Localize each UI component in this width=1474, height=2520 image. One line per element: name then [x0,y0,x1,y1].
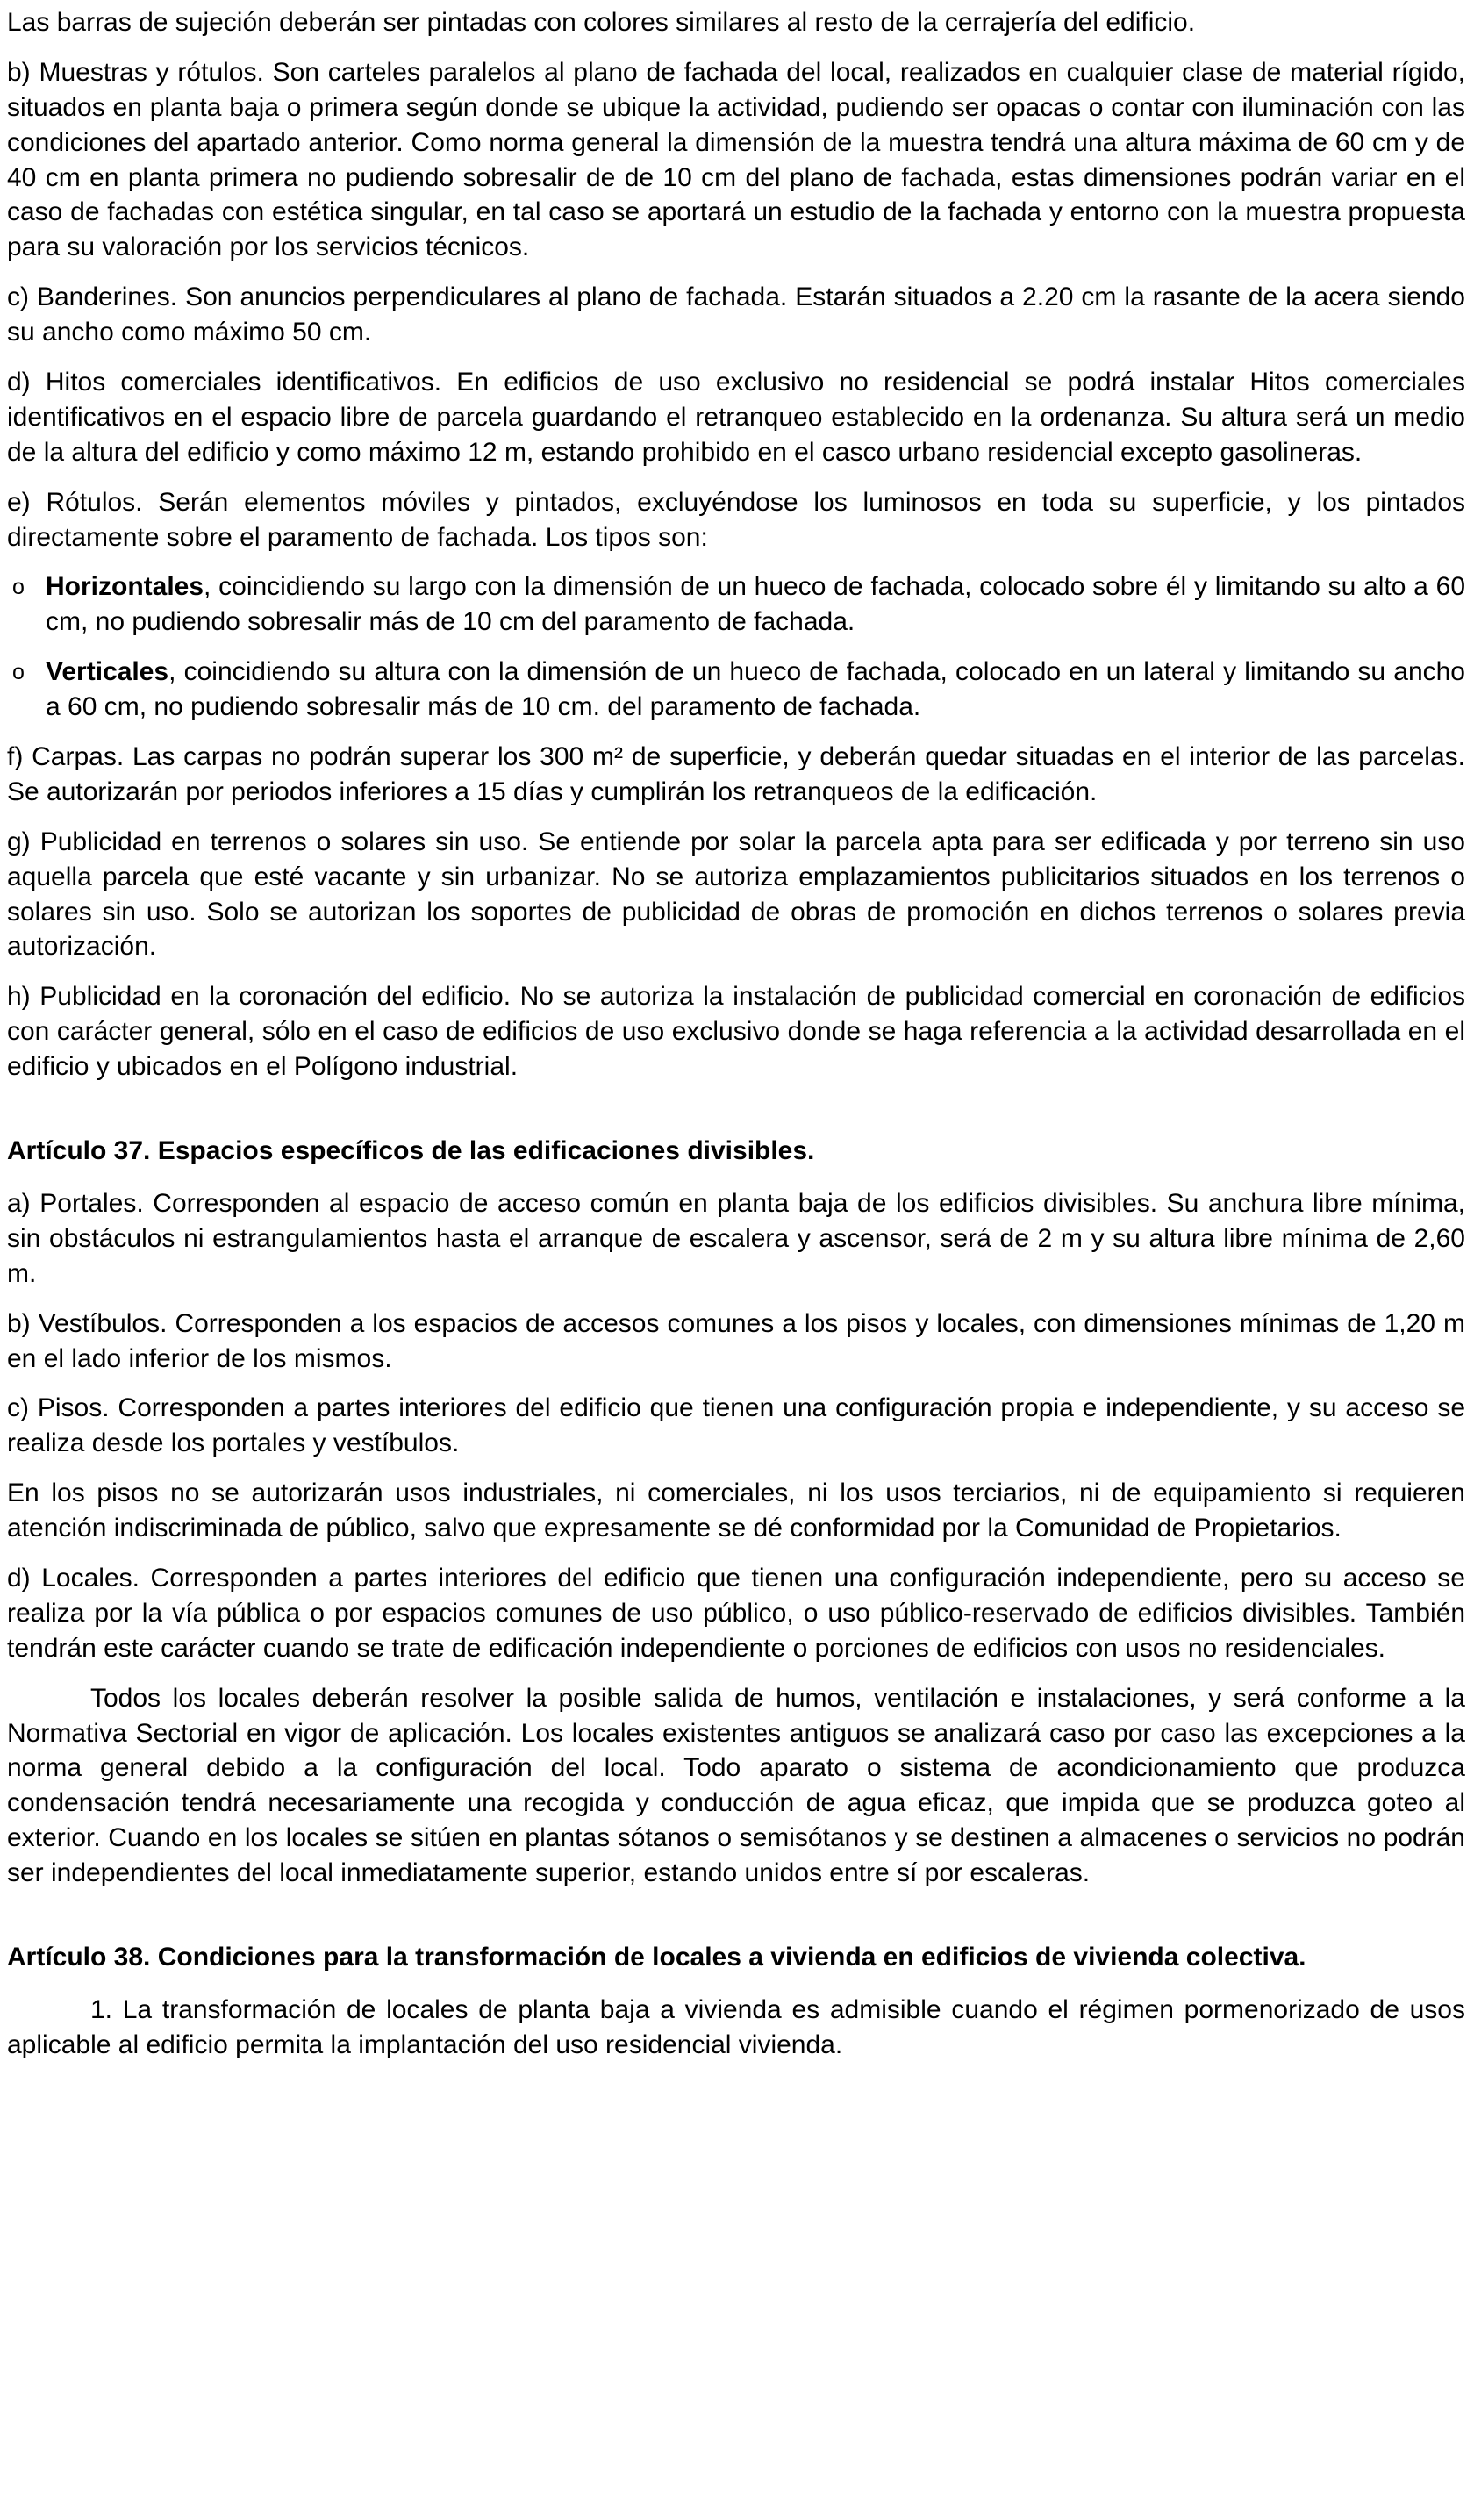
paragraph-item-f-carpas: f) Carpas. Las carpas no podrán superar los 300 m² de superficie, y deberán quedar situadas en el interior de las parcelas. Se autorizarán por periodos inferiores a 15 días y cumplirán los retranqueos de la edificación. [7,742,1465,806]
paragraph-locales-condiciones: Todos los locales deberán resolver la posible salida de humos, ventilación e instalaciones, y será conforme a la Normativa Sectorial en vigor de aplicación. Los locales existentes antiguos se analizará caso por caso las excepciones a la norma general debido a la configuración del local. Todo aparato o sistema de acondicionamiento que produzca condensación tendrá necesariamente una recogida y conducción de agua eficaz, que impida que se produzca goteo al exterior. Cuando en los locales se sitúen en plantas sótanos o semisótanos y se destinen a almacenes o servicios no podrán ser independientes del local inmediatamente superior, estando unidos entre sí por escaleras. [7,1683,1465,1888]
bullet-lead: Verticales [46,657,169,687]
paragraph-pisos-usos: En los pisos no se autorizarán usos industriales, ni comerciales, ni los usos terciarios, ni de equipamiento si requieren atención indiscriminada de público, salvo que expresamente se dé conformidad por la Comunidad de Propietarios. [7,1478,1465,1543]
paragraph-item-d-locales: d) Locales. Corresponden a partes interiores del edificio que tienen una configuración independiente, pero su acceso se realiza por la vía pública o por espacios comunes de uso público, o uso público-reservado de edificios divisibles. También tendrán este carácter cuando se trate de edificación independiente o porciones de edificios con usos no residenciales. [7,1563,1465,1663]
bullet-text [46,569,1465,640]
paragraph-item-c-pisos: c) Pisos. Corresponden a partes interiores del edificio que tienen una configuración propia e independiente, y su acceso se realiza desde los portales y vestíbulos. [7,1393,1465,1458]
bullet-marker: o [12,575,25,600]
paragraph-item-c-banderines: c) Banderines. Son anuncios perpendiculares al plano de fachada. Estarán situados a 2.20 cm la rasante de la acera siendo su ancho como máximo 50 cm. [7,283,1465,347]
list-item-verticales [7,655,1465,725]
bullet-marker: o [12,660,25,685]
bullet-body: , coincidiendo su largo con la dimensión de un hueco de fachada, colocado sobre él y limitando su alto a 60 cm, no pudiendo sobresalir más de 10 cm del paramento de fachada. [46,572,1465,637]
paragraph-item-g-publicidad-terrenos: g) Publicidad en terrenos o solares sin uso. Se entiende por solar la parcela apta para ser edificada y por terreno sin uso aquella parcela que esté vacante y sin urbanizar. No se autoriza emplazamientos publicitarios situados en los terrenos o solares sin uso. Solo se autorizan los soportes de publicidad de obras de promoción en dichos terrenos o solares previa autorización. [7,827,1465,962]
paragraph-item-b-vestibulos: b) Vestíbulos. Corresponden a los espacios de accesos comunes a los pisos y locales, con dimensiones mínimas de 1,20 m en el lado inferior de los mismos. [7,1308,1465,1373]
paragraph-item-a-portales: a) Portales. Corresponden al espacio de acceso común en planta baja de los edificios divisibles. Su anchura libre mínima, sin obstáculos ni estrangulamientos hasta el arranque de escalera y ascensor, será de 2 m y su altura libre mínima de 2,60 m. [7,1188,1465,1288]
list-item-horizontales [7,569,1465,640]
article-38-heading: Artículo 38. Condiciones para la transformación de locales a vivienda en edificios de vivienda colectiva. [7,1942,1306,1972]
bullet-body: , coincidiendo su altura con la dimensión de un hueco de fachada, colocado en un lateral y limitando su ancho a 60 cm, no pudiendo sobresalir más de 10 cm. del paramento de fachada. [46,657,1465,722]
paragraph-item-b-muestras: b) Muestras y rótulos. Son carteles paralelos al plano de fachada del local, realizados en cualquier clase de material rígido, situados en planta baja o primera según donde se ubique la actividad, pudiendo ser opacas o contar con iluminación con las condiciones del apartado anterior. Como norma general la dimensión de la muestra tendrá una altura máxima de 60 cm y de 40 cm en planta primera no pudiendo sobresalir de de 10 cm del plano de fachada, estas dimensiones podrán variar en el caso de fachadas con estética singular, en tal caso se aportará un estudio de la fachada y entorno con la muestra propuesta para su valoración por los servicios técnicos. [7,57,1465,262]
bullet-lead: Horizontales [46,572,204,602]
article-37-heading: Artículo 37. Espacios específicos de las edificaciones divisibles. [7,1136,815,1166]
bullet-text [46,655,1465,725]
paragraph-intro: Las barras de sujeción deberán ser pintadas con colores similares al resto de la cerrajería del edificio. [7,8,1196,37]
paragraph-item-e-rotulos: e) Rótulos. Serán elementos móviles y pintados, excluyéndose los luminosos en toda su superficie, y los pintados directamente sobre el paramento de fachada. Los tipos son: [7,487,1465,552]
paragraph-item-h-publicidad-coronacion: h) Publicidad en la coronación del edificio. No se autoriza la instalación de publicidad comercial en coronación de edificios con carácter general, sólo en el caso de edificios de uso exclusivo donde se haga referencia a la actividad desarrollada en el edificio y ubicados en el Polígono industrial. [7,982,1465,1082]
paragraph-transformacion-locales: 1. La transformación de locales de planta baja a vivienda es admisible cuando el régimen pormenorizado de usos aplicable al edificio permita la implantación del uso residencial vivienda. [7,1994,1465,2059]
paragraph-item-d-hitos: d) Hitos comerciales identificativos. En edificios de uso exclusivo no residencial se podrá instalar Hitos comerciales identificativos en el espacio libre de parcela guardando el retranqueo establecido en la ordenanza. Su altura será un medio de la altura del edificio y como máximo 12 m, estando prohibido en el casco urbano residencial excepto gasolineras. [7,368,1465,467]
